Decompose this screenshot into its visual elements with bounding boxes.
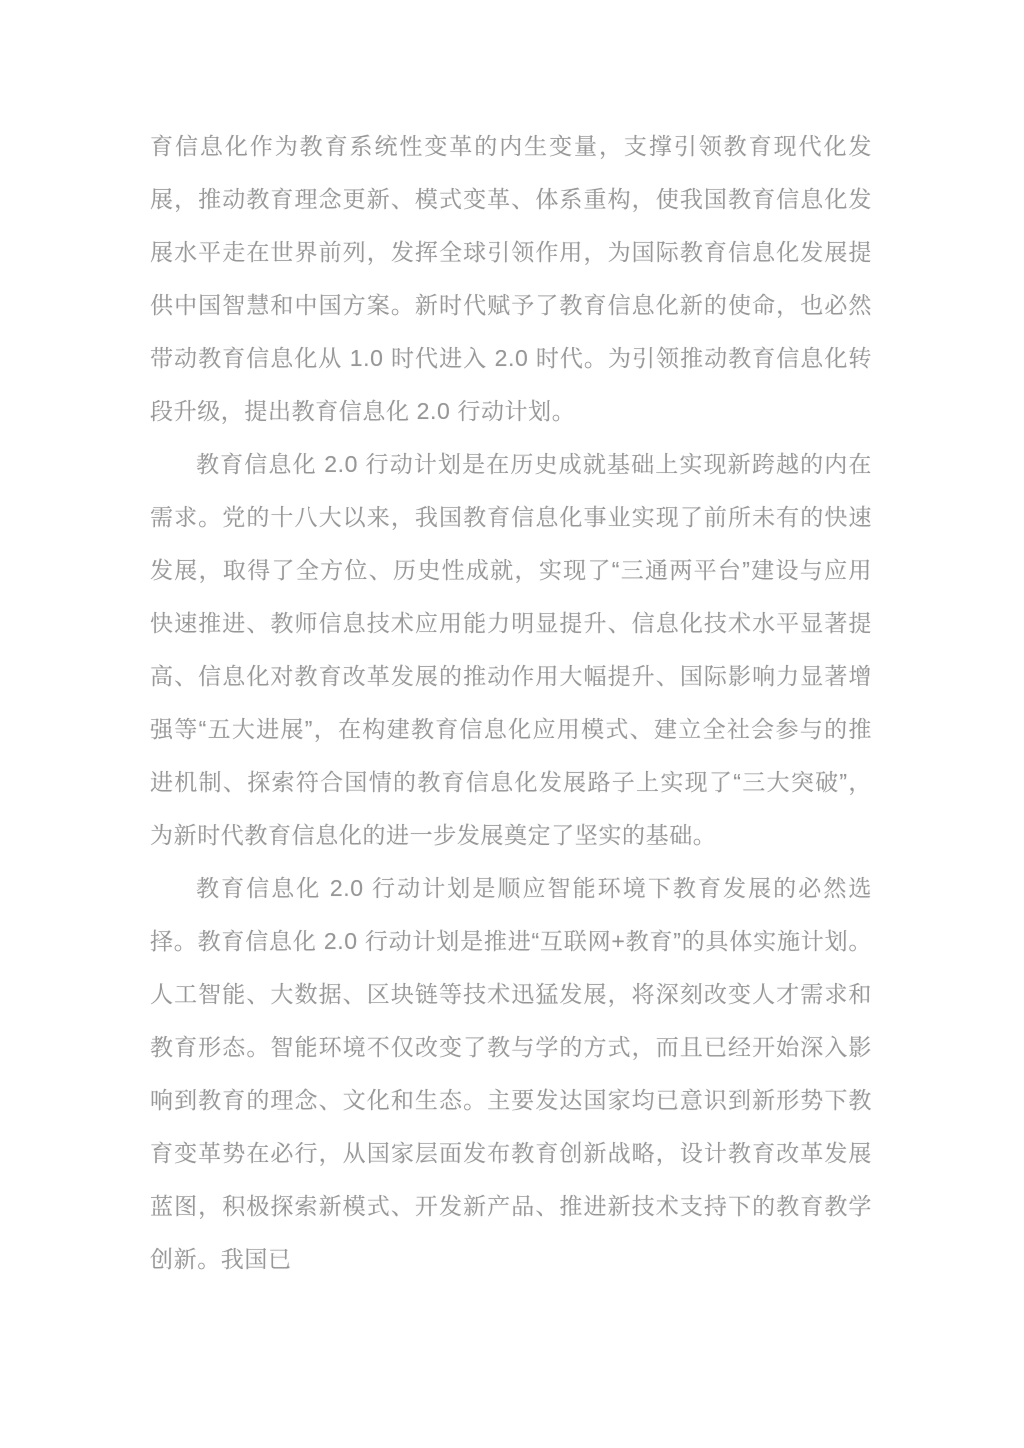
paragraph-historic-achievements: 教育信息化 2.0 行动计划是在历史成就基础上实现新跨越的内在需求。党的十八大以来，我国教育信息化事业实现了前所未有的快速发展，取得了全方位、历史性成就，实现了“三通两平台”建设与应用快速推进、教师信息技术应用能力明显提升、信息化技术水平显著提高、信息化对教育改革发展的推动作用大幅提升、国际影响力显著增强等“五大进展”，在构建教育信息化应用模式、建立全社会参与的推进机制、探索符合国情的教育信息化发展路子上实现了“三大突破”，为新时代教育信息化的进一步发展奠定了坚实的基础。 bbox=[150, 451, 872, 848]
document-body bbox=[150, 120, 872, 1286]
paragraph-intelligent-environment: 教育信息化 2.0 行动计划是顺应智能环境下教育发展的必然选择。教育信息化 2.0 行动计划是推进“互联网+教育”的具体实施计划。人工智能、大数据、区块链等技术迅猛发展，将深刻改变人才需求和教育形态。智能环境不仅改变了教与学的方式，而且已经开始深入影响到教育的理念、文化和生态。主要发达国家均已意识到新形势下教育变革势在必行，从国家层面发布教育创新战略，设计教育改革发展蓝图，积极探索新模式、开发新产品、推进新技术支持下的教育教学创新。我国已 bbox=[150, 875, 872, 1272]
paragraph-continuation: 育信息化作为教育系统性变革的内生变量，支撑引领教育现代化发展，推动教育理念更新、模式变革、体系重构，使我国教育信息化发展水平走在世界前列，发挥全球引领作用，为国际教育信息化发展提供中国智慧和中国方案。新时代赋予了教育信息化新的使命，也必然带动教育信息化从 1.0 时代进入 2.0 时代。为引领推动教育信息化转段升级，提出教育信息化 2.0 行动计划。 bbox=[150, 133, 872, 424]
